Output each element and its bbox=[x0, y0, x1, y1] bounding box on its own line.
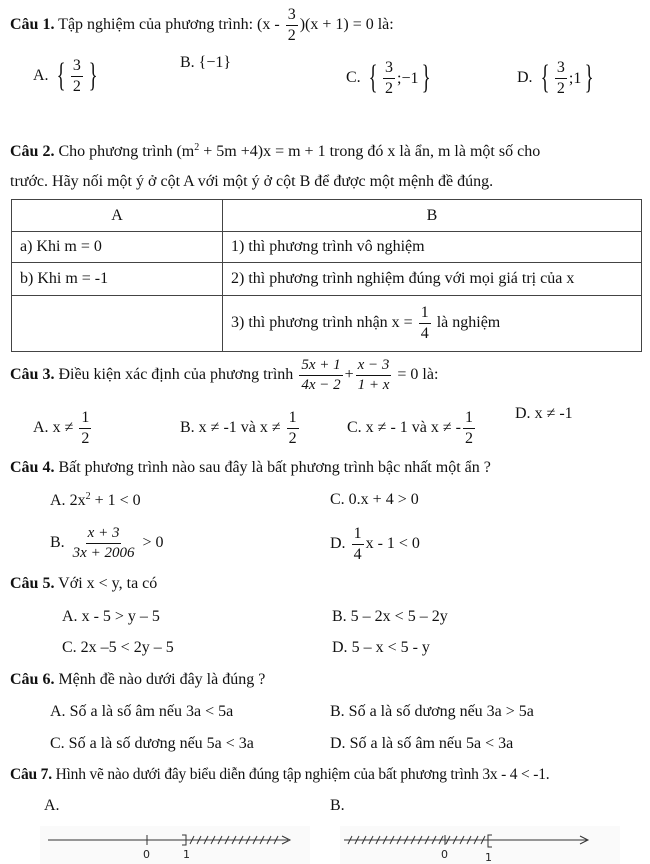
tick-label-0: 0 bbox=[143, 848, 150, 861]
q6-label: Câu 6. bbox=[10, 671, 55, 688]
option-value: −1 bbox=[206, 54, 224, 72]
option-key: C. bbox=[346, 69, 361, 87]
tick-label-0: 0 bbox=[441, 848, 448, 861]
q2-label: Câu 2. bbox=[10, 143, 55, 160]
option-key: D. bbox=[517, 69, 533, 87]
q5-option-a[interactable]: A. x - 5 > y – 5 bbox=[62, 608, 160, 625]
q7-number-line-b[interactable] bbox=[340, 826, 620, 864]
q5-option-c[interactable]: C. 2x –5 < 2y – 5 bbox=[62, 639, 174, 656]
q7-option-a-label[interactable]: A. bbox=[44, 797, 60, 814]
q3-option-d[interactable]: D. x ≠ -1 bbox=[515, 405, 573, 422]
tick-label-1: 1 bbox=[485, 851, 492, 864]
q3-option-c[interactable]: C. x ≠ - 1 và x ≠ - $\frac{1}{2}$ bbox=[347, 409, 473, 447]
table-cell-b: 3) thì phương trình nhận x = $\frac{1}{4}$ là nghiệm bbox=[223, 296, 642, 352]
q6-option-b[interactable]: B. Số a là số dương nếu 3a > 5a bbox=[330, 703, 534, 720]
q7-option-b-label[interactable]: B. bbox=[330, 797, 345, 814]
q4-option-d[interactable]: D. $\frac{1}{4}$ x - 1 < 0 bbox=[330, 525, 420, 563]
option-key: B. bbox=[180, 54, 195, 71]
q1-stem bbox=[10, 7, 394, 44]
table-cell-b: 2) thì phương trình nghiệm đúng với mọi giá trị của x bbox=[223, 263, 642, 296]
q1-eq-post: )(x + 1) = 0 là: bbox=[299, 16, 394, 34]
table-cell-a: a) Khi m = 0 bbox=[12, 232, 223, 263]
q1-option-c[interactable]: C. { $\frac{3}{2}$ ;−1 } bbox=[346, 59, 432, 97]
q4-option-a[interactable]: A. $2x^2 + 1 < 0$ bbox=[50, 491, 141, 509]
q6-option-c[interactable]: C. Số a là số dương nếu 5a < 3a bbox=[50, 735, 254, 752]
tick-label-1: 1 bbox=[183, 848, 190, 861]
q1-label: Câu 1. bbox=[10, 16, 55, 34]
q4-option-b[interactable]: B. $\frac{x + 3}{3x + 2006}$ > 0 bbox=[50, 525, 164, 561]
option-key: A. bbox=[33, 67, 49, 85]
q1-option-b[interactable]: B. { −1 } bbox=[180, 54, 232, 72]
q5-stem: Câu 5. Với x < y, ta có bbox=[10, 575, 158, 592]
table-header-b: B bbox=[223, 200, 642, 232]
q1-option-d[interactable]: D. { $\frac{3}{2}$ ;1 } bbox=[517, 59, 594, 97]
q1-option-a[interactable]: A. { $\frac{3}{2}$ } bbox=[33, 57, 98, 95]
q4-label: Câu 4. bbox=[10, 459, 55, 476]
q4-stem: Câu 4. Bất phương trình nào sau đây là bất phương trình bậc nhất một ẩn ? bbox=[10, 459, 491, 476]
q1-text: Tập nghiệm của phương trình: bbox=[58, 16, 254, 34]
q2-stem-line2: trước. Hãy nối một ý ở cột A với một ý ở cột B để được một mệnh đề đúng. bbox=[10, 173, 494, 190]
q2-stem-line1: Câu 2. Cho phương trình $(m^2 + 5m +4)x = m + 1$ trong đó x là ẩn, m là một số cho bbox=[10, 142, 541, 160]
q1-eq-pre: (x - bbox=[257, 16, 284, 34]
table-cell-b: 1) thì phương trình vô nghiệm bbox=[223, 232, 642, 263]
table-header-a: A bbox=[12, 200, 223, 232]
q7-number-line-a[interactable] bbox=[40, 826, 310, 864]
table-cell-a bbox=[12, 296, 223, 352]
figure-background bbox=[340, 826, 620, 864]
q6-option-a[interactable]: A. Số a là số âm nếu 3a < 5a bbox=[50, 703, 234, 720]
q1-eq-fraction: $\frac{3}{2}$ bbox=[287, 6, 296, 44]
table-row bbox=[12, 296, 642, 352]
matching-table bbox=[11, 199, 642, 352]
q6-option-d[interactable]: D. Số a là số âm nếu 5a < 3a bbox=[330, 735, 514, 752]
table-row bbox=[12, 263, 642, 296]
q4-option-c[interactable]: C. 0.x + 4 > 0 bbox=[330, 491, 419, 508]
q7-label: Câu 7. bbox=[10, 766, 52, 783]
q7-stem: Câu 7. Hình vẽ nào dưới đây biểu diễn đúng tập nghiệm của bất phương trình 3x - 4 < -1. bbox=[10, 766, 550, 783]
table-cell-a: b) Khi m = -1 bbox=[12, 263, 223, 296]
q3-option-a[interactable]: A. x ≠ $\frac{1}{2}$ bbox=[33, 409, 90, 447]
q5-label: Câu 5. bbox=[10, 575, 55, 592]
q3-label: Câu 3. bbox=[10, 366, 55, 384]
q6-stem: Câu 6. Mệnh đề nào dưới đây là đúng ? bbox=[10, 671, 266, 688]
table-row bbox=[12, 232, 642, 263]
q5-option-b[interactable]: B. 5 – 2x < 5 – 2y bbox=[332, 608, 448, 625]
q3-option-b[interactable]: B. x ≠ -1 và x ≠ $\frac{1}{2}$ bbox=[180, 409, 297, 447]
q5-option-d[interactable]: D. 5 – x < 5 - y bbox=[332, 639, 430, 656]
q3-stem: Câu 3. Điều kiện xác định của phương trình $\frac{5x + 1}{4x - 2}$ + $\frac{x - 3}{1 + x}$ = 0 là: bbox=[10, 357, 439, 393]
figure-background bbox=[40, 826, 310, 864]
